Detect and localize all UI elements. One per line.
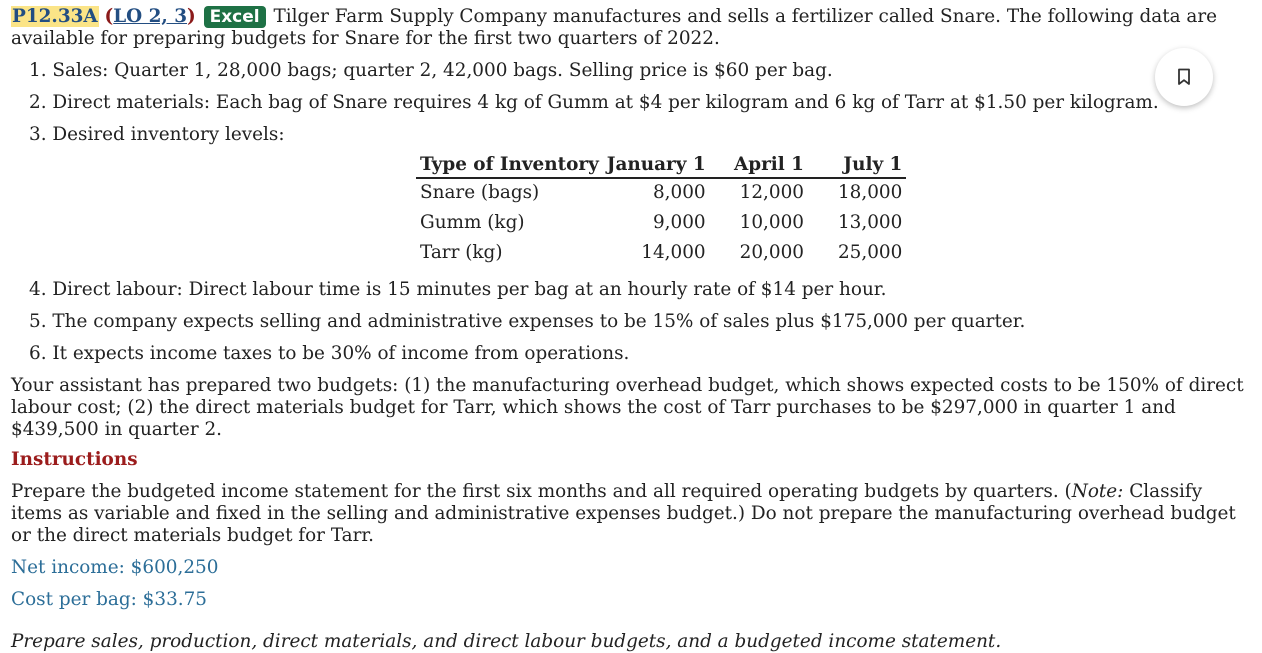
cell: Snare (bags) xyxy=(420,182,540,203)
list-item: 6. It expects income taxes to be 30% of income from operations. xyxy=(29,343,630,364)
cell: 14,000 xyxy=(641,242,706,263)
assistant-paragraph: Your assistant has prepared two budgets: (1) the manufacturing overhead budget, which shows expected costs to be 150% of direct labour cost; (2) the direct materials budget for Tarr, which shows the cost of Tarr purchases to be $297,000 in quarter 1 and $439,500 in quarter 2. xyxy=(11,375,1244,440)
task-statement: Prepare sales, production, direct materials, and direct labour budgets, and a budgeted income statement. xyxy=(11,631,1002,652)
table-row xyxy=(416,239,906,269)
bookmark-button[interactable] xyxy=(1155,48,1213,106)
list-item: 2. Direct materials: Each bag of Snare requires 4 kg of Gumm at $4 per kilogram and 6 kg of Tarr at $1.50 per kilogram. xyxy=(29,92,1159,113)
cell: 20,000 xyxy=(739,242,804,263)
net-income-answer: Net income: $600,250 xyxy=(11,557,219,578)
problem-content xyxy=(11,6,1251,653)
table-row xyxy=(416,178,906,209)
data-list-continued xyxy=(11,279,1251,365)
col-header-jul: July 1 xyxy=(808,152,906,178)
inventory-table xyxy=(416,152,906,269)
cell: Tarr (kg) xyxy=(420,242,503,263)
col-header-type: Type of Inventory xyxy=(416,152,603,178)
list-item: 1. Sales: Quarter 1, 28,000 bags; quarter 2, 42,000 bags. Selling price is $60 per bag. xyxy=(29,60,833,81)
bookmark-icon xyxy=(1177,68,1191,86)
note-label: Note: xyxy=(1071,481,1124,502)
col-header-apr: April 1 xyxy=(710,152,808,178)
table-row xyxy=(416,209,906,239)
cell: 25,000 xyxy=(837,242,903,263)
cost-per-bag-answer: Cost per bag: $33.75 xyxy=(11,589,208,610)
list-item: 3. Desired inventory levels: xyxy=(29,124,285,145)
table-header-row xyxy=(416,152,906,178)
learning-objective-link[interactable]: LO 2, 3 xyxy=(113,6,188,27)
instructions-heading: Instructions xyxy=(11,449,138,470)
cell: 9,000 xyxy=(652,212,706,233)
problem-header xyxy=(11,6,1251,50)
learning-objectives: (LO 2, 3) xyxy=(104,6,196,27)
cell: 13,000 xyxy=(837,212,903,233)
cell: 8,000 xyxy=(652,182,706,203)
cell: Gumm (kg) xyxy=(420,212,525,233)
problem-number: P12.33A xyxy=(12,6,98,27)
col-header-jan: January 1 xyxy=(603,152,710,178)
list-item: 5. The company expects selling and administrative expenses to be 15% of sales plus $175,000 per quarter. xyxy=(29,311,1026,332)
cell: 18,000 xyxy=(837,182,903,203)
list-item: 4. Direct labour: Direct labour time is 15 minutes per bag at an hourly rate of $14 per hour. xyxy=(29,279,887,300)
excel-badge[interactable]: Excel xyxy=(204,6,266,28)
cell: 10,000 xyxy=(739,212,804,233)
instructions-text: Prepare the budgeted income statement for the first six months and all required operating budgets by quarters. (Note: Classify items as variable and fixed in the selling and administrative expenses budget.) Do not prepare the manufacturing overhead budget or the direct materials budget for Tarr. xyxy=(11,481,1236,546)
problem-intro: Tilger Farm Supply Company manufactures and sells a fertilizer called Snare. The following data are available for preparing budgets for Snare for the first two quarters of 2022. xyxy=(11,6,1218,49)
cell: 12,000 xyxy=(739,182,804,203)
data-list xyxy=(11,60,1251,146)
